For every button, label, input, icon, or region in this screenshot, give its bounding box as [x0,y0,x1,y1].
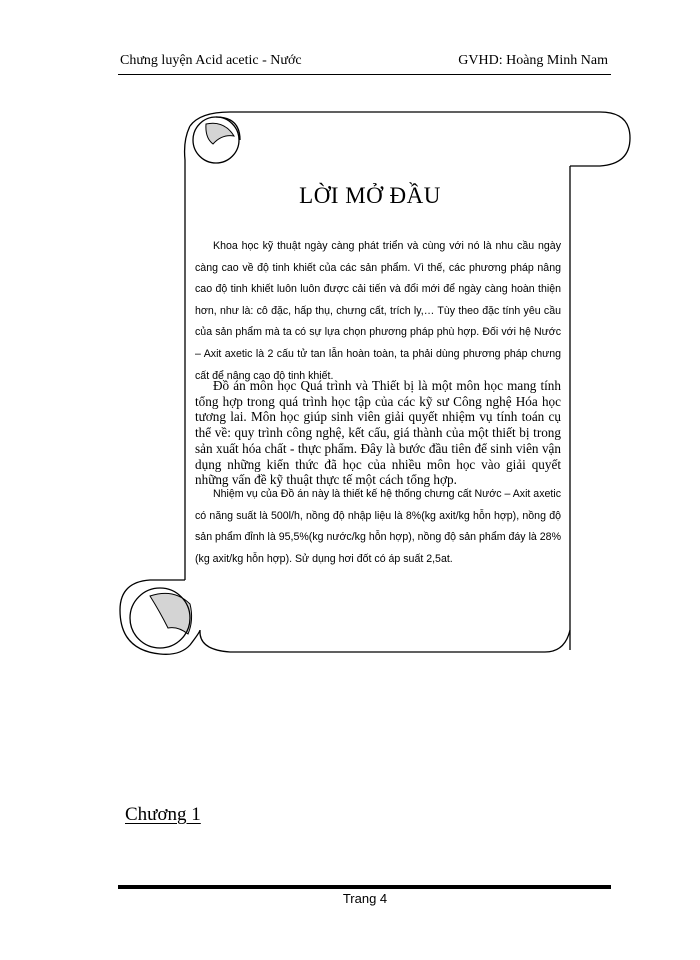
page-number: Trang 4 [342,891,388,906]
page-header-left: Chưng luyện Acid acetic - Nước [120,53,302,68]
scroll-top-roll [190,112,630,166]
scroll-bottom-curl-shade [150,593,192,634]
scroll-title: LỜI MỞ ĐẦU [299,183,441,208]
paragraph-intro: Khoa học kỹ thuật ngày càng phát triển và cùng với nó là nhu cầu ngày càng cao về độ tinh khiết của các sản phẩm. Vì thế, các phương pháp nâng cao độ tinh khiết luôn luôn được cải tiến và đổi mới để ngày càng hoàn thiện hơn, như là: cô đặc, hấp thụ, chưng cất, trích ly,… Tùy theo đặc tính yêu cầu của sản phẩm mà ta có sự lựa chọn phương pháp phù hợp. Đối với hệ Nước – Axit axetic là 2 cấu tử tan lẫn hoàn toàn, ta phải dùng phương pháp chưng cất để nâng cao độ tinh khiết. [195,240,561,382]
chapter-heading: Chương 1 [125,804,201,825]
paragraph-course: Đồ án môn học Quá trình và Thiết bị là một môn học mang tính tổng hợp trong quá trình học tập của các kỹ sư Công nghệ Hóa học tương lai. Môn học giúp sinh viên giải quyết nhiệm vụ tính toán cụ thể về: quy trình công nghệ, kết cấu, giá thành của một thiết bị trong sản xuất hóa chất - thực phẩm. Đây là bước đầu tiên để sinh viên vận dụng những kiến thức đã học của nhiều môn học vào giải quyết những vấn đề kỹ thuật thực tế một cách tổng hợp. [195,378,561,488]
paragraph-task: Nhiệm vụ của Đồ án này là thiết kế hệ thống chưng cất Nước – Axit axetic có năng suất là 500l/h, nồng độ nhập liệu là 8%(kg axit/kg hỗn hợp), nồng độ sản phẩm đỉnh là 95,5%(kg nước/kg hỗn hợp), nồng độ sản phẩm đáy là 28%(kg axit/kg hỗn hợp). Sử dụng hơi đốt có áp suất 2,5at. [195,488,561,565]
footer-rule [118,885,611,889]
scroll-left-edge [185,126,190,580]
page-header-right: GVHD: Hoàng Minh Nam [458,53,608,68]
scroll-top-curl-shade [206,123,234,144]
